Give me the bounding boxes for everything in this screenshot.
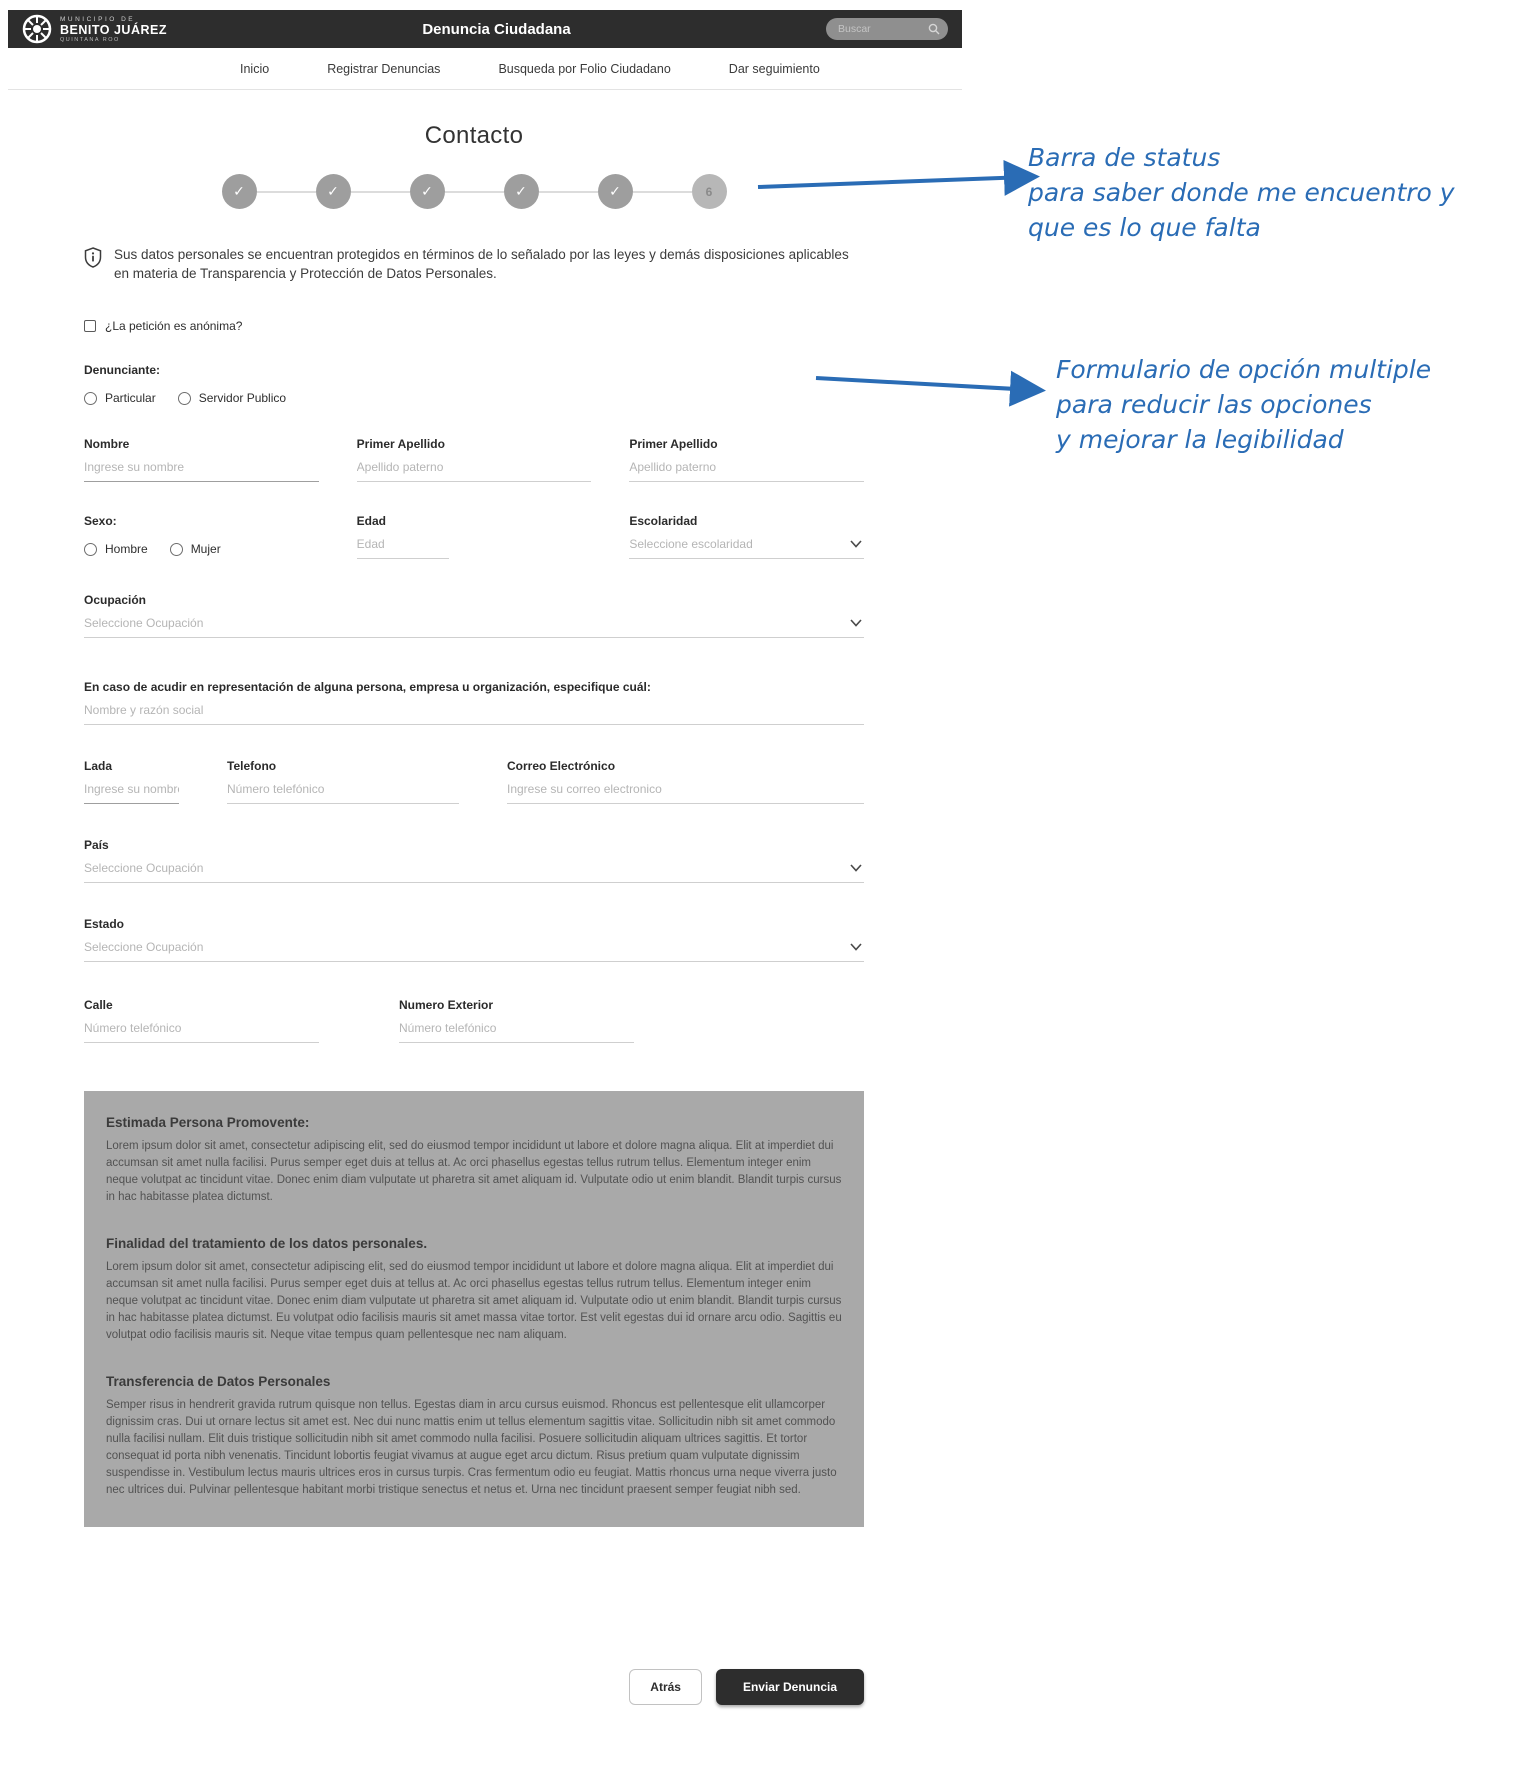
estado-placeholder: Seleccione Ocupación xyxy=(84,940,204,954)
radio-circle-icon[interactable] xyxy=(84,392,97,405)
radio-mujer-label: Mujer xyxy=(190,542,221,556)
radio-servidor-publico-label: Servidor Publico xyxy=(198,391,287,405)
nav-item-dar-seguimiento[interactable]: Dar seguimiento xyxy=(728,61,820,76)
annotation-line: para saber donde me encuentro y xyxy=(1028,178,1455,207)
denunciante-section xyxy=(84,363,864,405)
chevron-down-icon xyxy=(850,619,862,627)
correo-label: Correo Electrónico xyxy=(507,759,616,773)
privacy-notice-text: Sus datos personales se encuentran protegidos en términos de lo señalado por las leyes y demás disposiciones aplicables en materia de Transparencia y Protección de Datos Personales. xyxy=(114,247,849,281)
step-4-done[interactable] xyxy=(504,174,539,209)
privacy-section-heading: Estimada Persona Promovente: xyxy=(106,1115,310,1130)
privacy-section-heading: Finalidad del tratamiento de los datos personales. xyxy=(106,1236,428,1251)
ocupacion-field xyxy=(84,593,864,638)
nav-item-registrar-denuncias[interactable]: Registrar Denuncias xyxy=(327,61,441,76)
edad-input[interactable] xyxy=(357,528,449,559)
app-header xyxy=(8,10,962,48)
pais-select[interactable] xyxy=(84,852,864,883)
denuncia-app-window xyxy=(8,10,962,1765)
radio-particular-label: Particular xyxy=(105,391,156,405)
escolaridad-field xyxy=(629,514,864,559)
numero-exterior-input[interactable] xyxy=(399,1012,634,1043)
numero-exterior-field xyxy=(399,998,634,1043)
step-number: 6 xyxy=(705,184,713,199)
privacy-section-body: Semper risus in hendrerit gravida rutrum quisque non tellus. Egestas diam in arcu cursus euismod. Rhoncus est pellentesque elit ullamcorper dignissim cras. Dui ut ornare lectus sit amet est. Nec dui nunc mattis enim ut tellus elementum sagittis vitae. Sollicitudin nibh sit amet commodo nulla facilisi nullam. Elit duis tristique sollicitudin nibh sit amet commodo nulla facilisi. Posuere sollicitudin aliquam ultrices sagittis. Et tortor consequat id porta nibh venenatis. Tincidunt lobortis feugiat vivamus at augue eget arcu dictum. Risus pretium quam vulputate dignissim suspendisse in. Vestibulum lectus mauris ultrices eros in cursus turpis. Cras fermentum odio eu feugiat. Mattis rhoncus urna neque viverra justo nec ultrices dui. Pulvinar pellentesque habitant morbi tristique senectus et netus et. Urna nec tincidunt praesent semper feugiat nibh sed. xyxy=(106,1399,837,1496)
segundo-apellido-label: Primer Apellido xyxy=(629,437,718,451)
ocupacion-placeholder: Seleccione Ocupación xyxy=(84,616,204,630)
app-title: Denuncia Ciudadana xyxy=(422,20,571,38)
name-fields-row xyxy=(84,437,864,482)
radio-hombre-label: Hombre xyxy=(105,542,148,556)
nav-item-inicio[interactable]: Inicio xyxy=(240,61,270,76)
page-title: Contacto xyxy=(424,122,524,149)
main-navigation xyxy=(8,48,962,90)
back-button[interactable]: Atrás xyxy=(629,1669,702,1705)
segundo-apellido-input[interactable] xyxy=(629,451,864,482)
municipality-emblem-icon xyxy=(22,14,52,44)
anonymous-checkbox[interactable] xyxy=(84,320,96,332)
numero-exterior-label: Numero Exterior xyxy=(399,998,494,1012)
step-connector xyxy=(257,191,316,193)
telefono-field xyxy=(227,759,459,804)
contact-row xyxy=(84,759,864,804)
chevron-down-icon xyxy=(850,864,862,872)
pais-field xyxy=(84,838,864,883)
logo-line-3: QUINTANA ROO xyxy=(60,36,120,43)
nombre-field xyxy=(84,437,319,482)
nav-item-busqueda-folio[interactable]: Busqueda por Folio Ciudadano xyxy=(498,61,671,76)
privacy-notice xyxy=(84,245,864,283)
lada-label: Lada xyxy=(84,759,113,773)
annotation-line: Barra de status xyxy=(1028,143,1221,172)
check-icon: ✓ xyxy=(421,183,433,199)
lada-input[interactable] xyxy=(84,773,179,804)
chevron-down-icon xyxy=(850,540,862,548)
annotation-arrow-multi-option xyxy=(810,366,1054,406)
escolaridad-label: Escolaridad xyxy=(629,514,698,528)
lada-field xyxy=(84,759,179,804)
anonymous-checkbox-row[interactable] xyxy=(84,319,864,333)
primer-apellido-field xyxy=(357,437,592,482)
escolaridad-select[interactable] xyxy=(629,528,864,559)
edad-field xyxy=(357,514,592,559)
privacy-section-body: Lorem ipsum dolor sit amet, consectetur adipiscing elit, sed do eiusmod tempor incididunt ut labore et dolore magna aliqua. Elit at imperdiet dui accumsan sit amet nulla facilisi. Purus semper eget duis at tellus at. Ac orci phasellus egestas tellus rutrum tellus. Elementum integer enim neque volutpat ac tincidunt vitae. Donec enim diam vulputate ut pharetra sit amet aliquam id. Vulputate odio ut enim blandit. Blandit turpis cursus in hac habitasse platea dictumst. Eu volutpat odio facilisis mauris sit amet massa vitae tortor. Est velit egestas dui id ornare arcu odio. Sagittis eu volutpat odio facilisis mauris sit. Neque vitae tempus quam pellentesque nec nam aliquam. xyxy=(106,1261,842,1341)
annotation-line: para reducir las opciones xyxy=(1056,390,1372,419)
calle-label: Calle xyxy=(84,998,113,1012)
annotation-multi-option xyxy=(1056,352,1431,457)
privacy-section-body: Lorem ipsum dolor sit amet, consectetur adipiscing elit, sed do eiusmod tempor incididunt ut labore et dolore magna aliqua. Elit at imperdiet dui accumsan sit amet nulla facilisi. Purus semper eget duis at tellus at. Ac orci phasellus egestas tellus rutrum tellus. Elementum integer enim neque volutpat ac tincidunt vitae. Donec enim diam vulputate ut pharetra sit amet aliquam id. Vulputate odio ut enim blandit. Blandit turpis cursus in hac habitasse platea dictumst. xyxy=(106,1140,842,1203)
privacy-section-finalidad xyxy=(106,1236,842,1344)
annotation-line: y mejorar la legibilidad xyxy=(1056,425,1344,454)
pais-label: País xyxy=(84,838,109,852)
radio-circle-icon[interactable] xyxy=(84,543,97,556)
step-1-done[interactable] xyxy=(222,174,257,209)
check-icon: ✓ xyxy=(233,183,245,199)
address-row xyxy=(84,998,864,1043)
primer-apellido-label: Primer Apellido xyxy=(356,437,445,451)
anonymous-checkbox-label: ¿La petición es anónima? xyxy=(105,319,243,333)
radio-particular[interactable] xyxy=(84,391,156,405)
demographics-row xyxy=(84,514,864,559)
annotation-arrow-status-bar xyxy=(752,163,1048,199)
search-icon[interactable] xyxy=(928,23,940,35)
representacion-label: En caso de acudir en representación de alguna persona, empresa u organización, especifique cuál: xyxy=(84,680,651,694)
escolaridad-placeholder: Seleccione escolaridad xyxy=(629,537,753,551)
radio-circle-icon[interactable] xyxy=(170,543,183,556)
sexo-field xyxy=(84,514,319,559)
privacy-terms-box xyxy=(84,1091,864,1527)
step-5-done[interactable] xyxy=(598,174,633,209)
step-3-done[interactable] xyxy=(410,174,445,209)
correo-input[interactable] xyxy=(507,773,864,804)
estado-field xyxy=(84,917,864,962)
logo-line-2: BENITO JUÁREZ xyxy=(60,22,167,37)
calle-field xyxy=(84,998,319,1043)
denunciante-label: Denunciante: xyxy=(84,363,161,377)
municipality-logo[interactable] xyxy=(22,14,167,44)
estado-label: Estado xyxy=(84,917,125,931)
calle-input[interactable] xyxy=(84,1012,319,1043)
step-2-done[interactable] xyxy=(316,174,351,209)
radio-hombre[interactable] xyxy=(84,542,148,556)
form-actions xyxy=(84,1669,864,1765)
annotation-status-bar xyxy=(1028,140,1455,245)
edad-label: Edad xyxy=(356,514,386,528)
check-icon: ✓ xyxy=(327,183,339,199)
privacy-section-promovente xyxy=(106,1115,842,1206)
step-6-current[interactable] xyxy=(692,174,727,209)
radio-circle-icon[interactable] xyxy=(178,392,191,405)
radio-servidor-publico[interactable] xyxy=(178,391,286,405)
step-connector xyxy=(351,191,410,193)
shield-info-icon xyxy=(84,247,102,268)
annotation-line: Formulario de opción multiple xyxy=(1056,355,1432,384)
nombre-input[interactable] xyxy=(84,451,319,482)
representacion-input[interactable] xyxy=(84,694,864,725)
search-box[interactable] xyxy=(826,18,948,40)
nombre-label: Nombre xyxy=(84,437,130,451)
chevron-down-icon xyxy=(850,943,862,951)
step-connector xyxy=(633,191,692,193)
check-icon: ✓ xyxy=(609,183,621,199)
step-connector xyxy=(539,191,598,193)
annotation-line: que es lo que falta xyxy=(1028,213,1261,242)
check-icon: ✓ xyxy=(515,183,527,199)
segundo-apellido-field xyxy=(629,437,864,482)
search-input[interactable] xyxy=(838,23,928,35)
pais-placeholder: Seleccione Ocupación xyxy=(84,861,204,875)
radio-mujer[interactable] xyxy=(170,542,221,556)
sexo-label: Sexo: xyxy=(84,514,117,528)
estado-select[interactable] xyxy=(84,931,864,962)
progress-stepper xyxy=(222,174,727,209)
submit-denuncia-button[interactable]: Enviar Denuncia xyxy=(716,1669,864,1705)
logo-line-1: MUNICIPIO DE xyxy=(60,15,136,23)
ocupacion-select[interactable] xyxy=(84,607,864,638)
privacy-section-heading: Transferencia de Datos Personales xyxy=(106,1374,331,1389)
ocupacion-label: Ocupación xyxy=(84,593,147,607)
sexo-options xyxy=(84,542,319,556)
privacy-section-transferencia xyxy=(106,1374,842,1499)
telefono-label: Telefono xyxy=(227,759,277,773)
denunciante-options xyxy=(84,391,864,405)
primer-apellido-input[interactable] xyxy=(357,451,592,482)
correo-field xyxy=(507,759,864,804)
step-connector xyxy=(445,191,504,193)
telefono-input[interactable] xyxy=(227,773,459,804)
logo-text xyxy=(60,16,167,43)
